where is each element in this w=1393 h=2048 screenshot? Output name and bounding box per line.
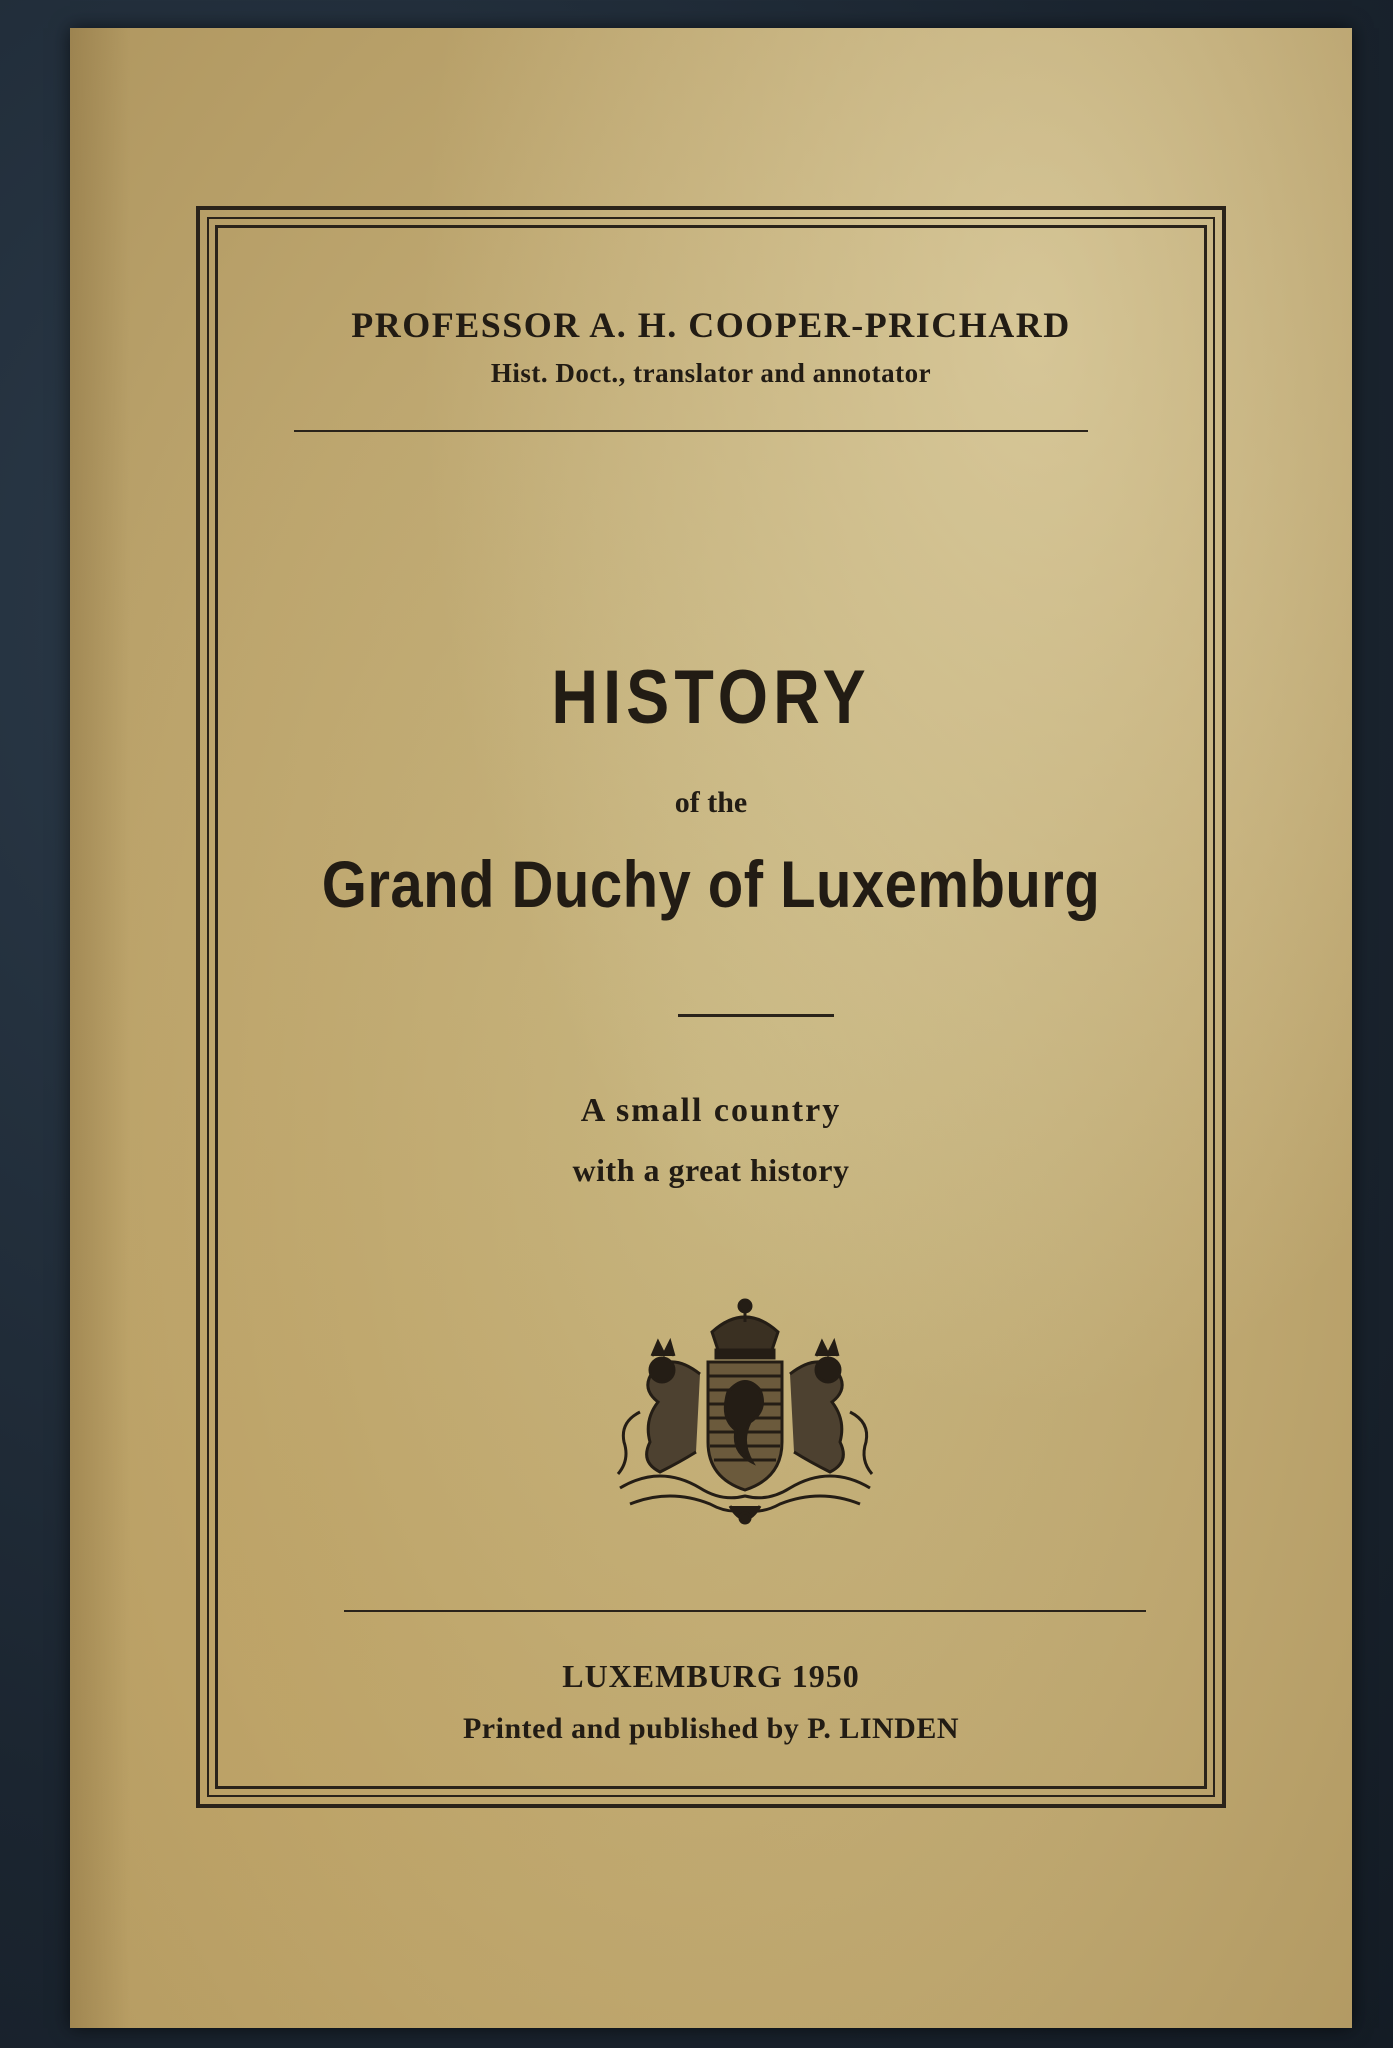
title-connector: of the	[674, 786, 748, 819]
publisher-line: Printed and published by P. LINDEN	[462, 1712, 960, 1745]
spine-shadow	[70, 28, 130, 2028]
author-name: PROFESSOR A. H. COOPER-PRICHARD	[351, 305, 1071, 345]
book-cover	[70, 28, 1352, 2028]
book-title: HISTORY	[551, 655, 871, 740]
middle-divider	[678, 1014, 834, 1017]
luxembourg-coat-of-arms-icon	[600, 1292, 890, 1532]
top-divider	[294, 430, 1088, 432]
tagline-line-1: A small country	[580, 1092, 842, 1129]
bottom-divider	[344, 1610, 1146, 1612]
author-credentials: Hist. Doct., translator and annotator	[490, 358, 932, 388]
cover-content	[196, 206, 1226, 1808]
book-subject: Grand Duchy of Luxemburg	[321, 847, 1101, 921]
tagline-line-2: with a great history	[572, 1152, 850, 1188]
place-and-year: LUXEMBURG 1950	[562, 1658, 860, 1694]
